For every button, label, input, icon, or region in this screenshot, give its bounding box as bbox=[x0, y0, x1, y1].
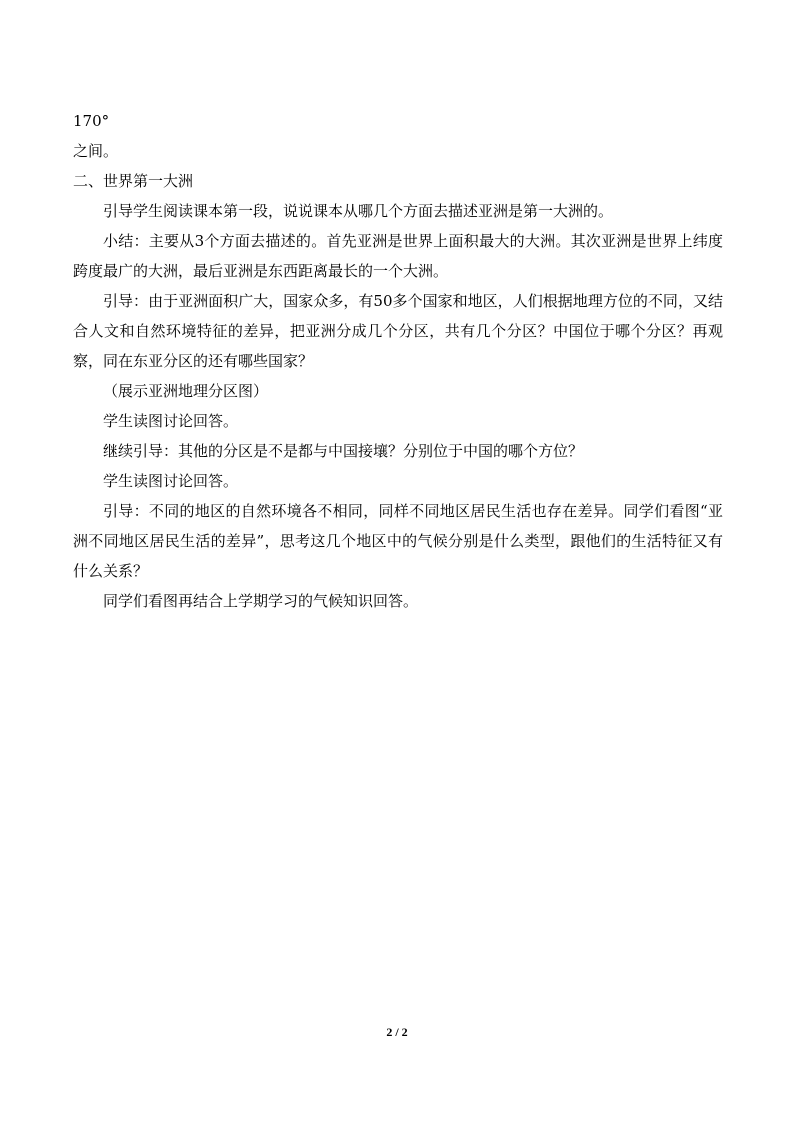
section-heading: 二、世界第一大洲 bbox=[73, 172, 194, 190]
paragraph: 学生读图讨论回答。 bbox=[103, 472, 239, 490]
degree-line: 170° bbox=[73, 112, 110, 130]
document-body bbox=[73, 106, 723, 616]
text-line: 之间。 bbox=[73, 142, 119, 160]
paragraph: 引导：由于亚洲面积广大，国家众多，有50多个国家和地区，人们根据地理方位的不同，又结合人文和自然环境特征的差异，把亚洲分成几个分区，共有几个分区？中国位于哪个分区？再观察，同在东亚分区的还有哪些国家？ bbox=[73, 292, 723, 370]
paragraph: 学生读图讨论回答。 bbox=[103, 412, 239, 430]
page-number: 2 / 2 bbox=[386, 1025, 408, 1039]
paragraph: 继续引导：其他的分区是不是都与中国接壤？分别位于中国的哪个方位？ bbox=[103, 442, 584, 460]
paragraph: 小结：主要从3个方面去描述的。首先亚洲是世界上面积最大的大洲。其次亚洲是世界上纬度跨度最广的大洲，最后亚洲是东西距离最长的一个大洲。 bbox=[73, 232, 723, 280]
paragraph: 同学们看图再结合上学期学习的气候知识回答。 bbox=[103, 592, 419, 610]
paragraph: （展示亚洲地理分区图） bbox=[103, 382, 269, 400]
paragraph: 引导学生阅读课本第一段，说说课本从哪几个方面去描述亚洲是第一大洲的。 bbox=[103, 202, 614, 220]
paragraph: 引导：不同的地区的自然环境各不相同，同样不同地区居民生活也存在差异。同学们看图“亚洲不同地区居民生活的差异”，思考这几个地区中的气候分别是什么类型，跟他们的生活特征又有什么关系？ bbox=[73, 502, 723, 580]
